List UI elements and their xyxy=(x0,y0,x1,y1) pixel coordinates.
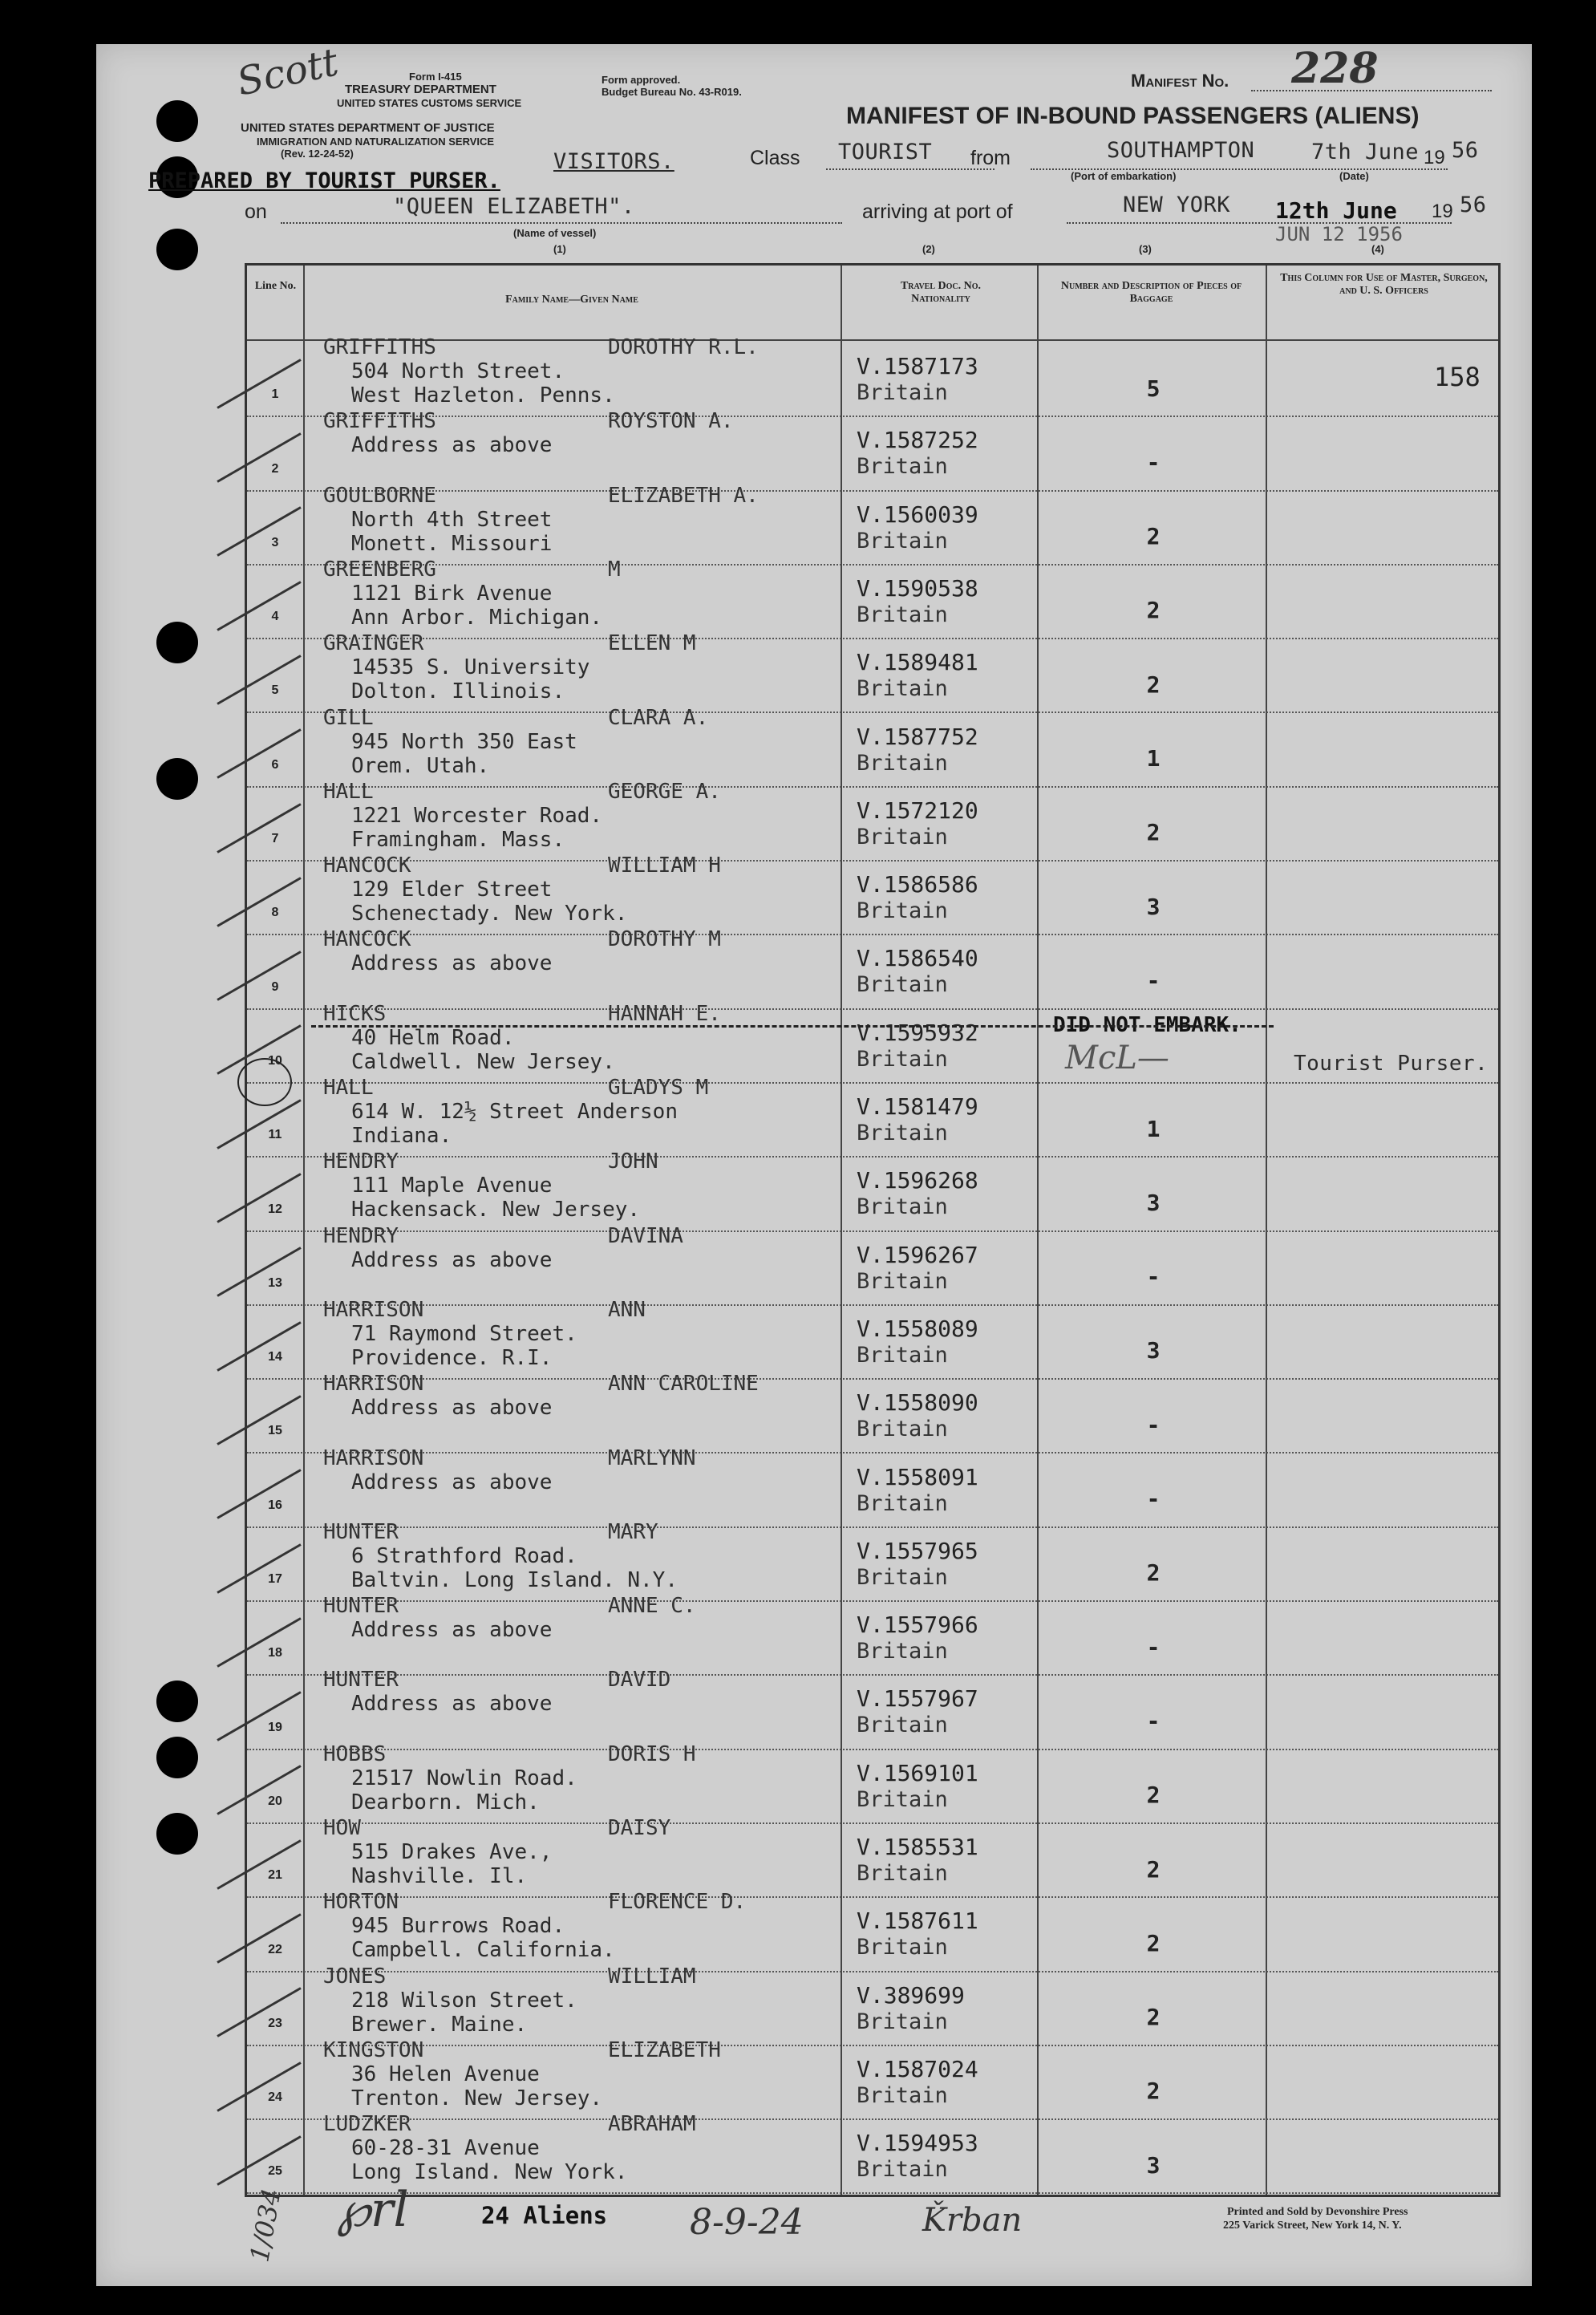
handwritten-corner: Scott xyxy=(233,39,342,105)
given-name: WILLIAM xyxy=(608,1964,696,1989)
col-head-name: Family Name—Given Name xyxy=(505,294,638,306)
dept-justice: UNITED STATES DEPARTMENT OF JUSTICE xyxy=(241,121,495,135)
class-label: Class xyxy=(750,147,800,169)
travel-doc-no: V.1587252 xyxy=(857,427,978,454)
on-label: on xyxy=(245,201,267,223)
table-row xyxy=(247,631,1498,713)
line-number: 11 xyxy=(268,1128,282,1142)
address-line-2: Brewer. Maine. xyxy=(351,2012,528,2037)
baggage-count: 2 xyxy=(1146,819,1161,846)
table-row xyxy=(247,779,1498,862)
family-name: HARRISON xyxy=(323,1445,424,1470)
line-number: 16 xyxy=(268,1498,282,1512)
baggage-count: 1 xyxy=(1146,745,1161,772)
travel-doc-no: V.1581479 xyxy=(857,1093,978,1120)
line-number: 8 xyxy=(271,906,279,920)
given-name: DAVID xyxy=(608,1668,671,1693)
officer-note: 158 xyxy=(1434,362,1481,392)
line-number: 15 xyxy=(268,1424,282,1438)
table-row xyxy=(247,1076,1498,1158)
punch-hole xyxy=(156,622,198,663)
family-name: GILL xyxy=(323,705,374,730)
travel-doc-no: V.1596267 xyxy=(857,1241,978,1268)
nationality: Britain xyxy=(857,1713,948,1738)
family-name: HENDRY xyxy=(323,1223,399,1248)
given-name: DOROTHY M xyxy=(608,927,721,952)
punch-hole xyxy=(156,100,198,142)
table-row xyxy=(247,1519,1498,1602)
baggage-count: 2 xyxy=(1146,597,1161,624)
budget-bureau: Budget Bureau No. 43-R019. xyxy=(602,86,742,98)
travel-doc-no: V.1587173 xyxy=(857,353,978,379)
family-name: GRIFFITHS xyxy=(323,335,436,359)
nationality: Britain xyxy=(857,1268,948,1294)
nationality: Britain xyxy=(857,1490,948,1516)
given-name: MARY xyxy=(608,1519,658,1544)
line-number: 19 xyxy=(268,1720,282,1734)
punch-hole xyxy=(156,1681,198,1722)
baggage-count: 2 xyxy=(1146,1929,1161,1956)
arrival-port: NEW YORK xyxy=(1123,193,1231,217)
address-line-1: Address as above xyxy=(351,1470,553,1494)
nationality: Britain xyxy=(857,602,948,627)
given-name: M xyxy=(608,557,621,582)
prepared-by: PREPARED BY TOURIST PURSER. xyxy=(148,168,500,193)
address-line-1: 515 Drakes Ave., xyxy=(351,1840,553,1864)
dept-treasury: TREASURY DEPARTMENT xyxy=(345,83,496,96)
nationality: Britain xyxy=(857,1046,948,1072)
address-line-1: 504 North Street. xyxy=(351,359,565,383)
footer-scribble: ℘rl xyxy=(337,2182,409,2238)
line-number: 23 xyxy=(268,2016,282,2030)
given-name: DAISY xyxy=(608,1816,671,1840)
nationality: Britain xyxy=(857,1935,948,1960)
given-name: DOROTHY R.L. xyxy=(608,335,759,359)
arrival-stamp: JUN 12 1956 xyxy=(1275,223,1403,245)
address-line-1: 60-28-31 Avenue xyxy=(351,2136,540,2161)
baggage-count: - xyxy=(1146,448,1161,476)
baggage-count: 3 xyxy=(1146,1337,1161,1364)
family-name: HOW xyxy=(323,1816,361,1840)
address-line-2: Long Island. New York. xyxy=(351,2160,628,2185)
line-number: 7 xyxy=(271,832,279,846)
nationality: Britain xyxy=(857,750,948,776)
given-name: GEORGE A. xyxy=(608,779,721,804)
address-line-1: Address as above xyxy=(351,433,553,458)
punch-hole xyxy=(156,1737,198,1778)
line-number: 25 xyxy=(268,2164,282,2179)
family-name: HORTON xyxy=(323,1890,399,1915)
address-line-1: 71 Raymond Street. xyxy=(351,1321,577,1346)
address-line-2: Providence. R.I. xyxy=(351,1345,553,1370)
nationality: Britain xyxy=(857,2157,948,2183)
footer-handwritten-2: 8-9-24 xyxy=(690,2202,804,2243)
address-line-1: Address as above xyxy=(351,1247,553,1272)
nationality: Britain xyxy=(857,380,948,405)
punch-hole xyxy=(156,758,198,800)
family-name: HALL xyxy=(323,1076,374,1100)
table-row xyxy=(247,1223,1498,1306)
address-line-2: Ann Arbor. Michigan. xyxy=(351,605,603,630)
table-row xyxy=(247,2037,1498,2120)
given-name: ANNE C. xyxy=(608,1594,696,1619)
given-name: JOHN xyxy=(608,1149,658,1174)
strikethrough-row-10 xyxy=(311,1025,1274,1028)
line-number: 4 xyxy=(271,610,279,624)
table-row xyxy=(247,705,1498,788)
form-approved: Form approved. xyxy=(602,74,681,86)
travel-doc-no: V.1587752 xyxy=(857,723,978,750)
travel-doc-no: V.1596268 xyxy=(857,1167,978,1194)
nationality: Britain xyxy=(857,676,948,702)
table-row xyxy=(247,1372,1498,1453)
baggage-count: - xyxy=(1146,1633,1161,1660)
travel-doc-no: V.1587611 xyxy=(857,1908,978,1935)
table-row xyxy=(247,1445,1498,1528)
family-name: HARRISON xyxy=(323,1297,424,1322)
family-name: HARRISON xyxy=(323,1372,424,1397)
punch-hole xyxy=(156,229,198,270)
line-number: 2 xyxy=(271,461,279,476)
nationality: Britain xyxy=(857,528,948,553)
line-number: 24 xyxy=(268,2090,282,2105)
address-line-1: 129 Elder Street xyxy=(351,878,553,902)
address-line-2: Monett. Missouri xyxy=(351,531,553,556)
arriving-label: arriving at port of xyxy=(862,201,1013,223)
baggage-count: 3 xyxy=(1146,2151,1161,2179)
nationality: Britain xyxy=(857,1861,948,1886)
visitors-label: VISITORS. xyxy=(553,149,674,174)
table-row xyxy=(247,927,1498,1009)
address-line-2: Dearborn. Mich. xyxy=(351,1790,540,1814)
baggage-count: 2 xyxy=(1146,671,1161,698)
table-row xyxy=(247,1741,1498,1824)
address-line-1: 945 North 350 East xyxy=(351,729,577,754)
address-line-2: Caldwell. New Jersey. xyxy=(351,1049,615,1074)
family-name: HANCOCK xyxy=(323,927,411,952)
family-name: LUDZKER xyxy=(323,2112,411,2137)
travel-doc-no: V.1558089 xyxy=(857,1315,978,1342)
given-name: DAVINA xyxy=(608,1223,683,1248)
table-row xyxy=(247,557,1498,639)
class-line xyxy=(826,168,994,170)
arrival-year-prefix: 19 xyxy=(1432,201,1453,222)
table-row xyxy=(247,1964,1498,2046)
address-line-2: Trenton. New Jersey. xyxy=(351,2086,603,2110)
baggage-count: 2 xyxy=(1146,1782,1161,1809)
given-name: DORIS H xyxy=(608,1741,696,1766)
address-line-2: Indiana. xyxy=(351,1124,452,1148)
baggage-count: 3 xyxy=(1146,1189,1161,1216)
given-name: HANNAH E. xyxy=(608,1001,721,1026)
travel-doc-no: V.1585531 xyxy=(857,1834,978,1860)
form-id: Form I-415 xyxy=(409,71,462,83)
table-row xyxy=(247,1816,1498,1898)
embark-date: 7th June xyxy=(1311,140,1420,164)
family-name: KINGSTON xyxy=(323,2037,424,2062)
dept-ins: IMMIGRATION AND NATURALIZATION SERVICE xyxy=(257,136,495,148)
table-row xyxy=(247,483,1498,566)
line-number: 22 xyxy=(268,1942,282,1956)
port-of-embarkation: SOUTHAMPTON xyxy=(1107,138,1255,163)
nationality: Britain xyxy=(857,2009,948,2034)
address-line-1: 614 W. 12½ Street Anderson xyxy=(351,1100,678,1124)
dept-rev: (Rev. 12-24-52) xyxy=(281,148,354,160)
family-name: JONES xyxy=(323,1964,387,1989)
travel-doc-no: V.1586586 xyxy=(857,871,978,898)
footer-aliens: 24 Aliens xyxy=(481,2202,608,2229)
punch-hole xyxy=(156,1813,198,1855)
baggage-count: 2 xyxy=(1146,1559,1161,1587)
family-name: HENDRY xyxy=(323,1149,399,1174)
address-line-1: 40 Helm Road. xyxy=(351,1025,515,1050)
baggage-count: - xyxy=(1146,1411,1161,1438)
arrival-year: 56 xyxy=(1460,193,1487,217)
nationality: Britain xyxy=(857,972,948,998)
travel-doc-no: V.1558091 xyxy=(857,1463,978,1490)
line-number: 14 xyxy=(268,1350,282,1364)
baggage-count: 5 xyxy=(1146,375,1161,402)
address-line-2: Campbell. California. xyxy=(351,1938,615,1963)
baggage-count: 2 xyxy=(1146,523,1161,550)
col-head-line-no: Line No. xyxy=(254,280,297,292)
given-name: GLADYS M xyxy=(608,1076,709,1100)
table-row xyxy=(247,1594,1498,1676)
travel-doc-no: V.1590538 xyxy=(857,574,978,602)
col-head-officers: This Column for Use of Master, Surgeon, and U. S. Officers xyxy=(1280,272,1488,297)
nationality: Britain xyxy=(857,824,948,849)
nationality: Britain xyxy=(857,1786,948,1812)
embark-year: 56 xyxy=(1452,138,1479,163)
travel-doc-no: V.1595932 xyxy=(857,1019,978,1046)
address-line-1: Address as above xyxy=(351,1692,553,1717)
manifest-no: 228 xyxy=(1291,44,1379,93)
nationality: Britain xyxy=(857,1342,948,1368)
tourist-purser: Tourist Purser. xyxy=(1294,1052,1489,1076)
did-not-embark: DID NOT EMBARK. xyxy=(1053,1013,1242,1037)
given-name: ABRAHAM xyxy=(608,2112,696,2137)
line-number: 13 xyxy=(268,1275,282,1290)
given-name: ELIZABETH xyxy=(608,2037,721,2062)
travel-doc-no: V.1560039 xyxy=(857,501,978,528)
given-name: CLARA A. xyxy=(608,705,709,730)
col-head-baggage: Number and Description of Pieces of Baggage xyxy=(1060,280,1242,305)
footer-handwritten-1: 1/034 xyxy=(244,2186,287,2264)
address-line-2: Hackensack. New Jersey. xyxy=(351,1198,641,1222)
address-line-2: Schenectady. New York. xyxy=(351,902,628,926)
page-title: MANIFEST OF IN-BOUND PASSENGERS (ALIENS) xyxy=(846,103,1420,129)
address-line-1: 21517 Nowlin Road. xyxy=(351,1766,577,1790)
given-name: ELLEN M xyxy=(608,631,696,656)
embark-year-prefix: 19 xyxy=(1424,147,1445,168)
family-name: HUNTER xyxy=(323,1668,399,1693)
from-label: from xyxy=(970,147,1011,169)
travel-doc-no: V.1589481 xyxy=(857,649,978,676)
baggage-count: 2 xyxy=(1146,1855,1161,1883)
address-line-1: 1221 Worcester Road. xyxy=(351,803,603,828)
nationality: Britain xyxy=(857,454,948,480)
family-name: HANCOCK xyxy=(323,853,411,878)
dept-customs: UNITED STATES CUSTOMS SERVICE xyxy=(337,97,522,109)
travel-doc-no: V.1557967 xyxy=(857,1685,978,1713)
travel-doc-no: V.1569101 xyxy=(857,1759,978,1786)
family-name: HICKS xyxy=(323,1001,387,1026)
address-line-1: 945 Burrows Road. xyxy=(351,1914,565,1939)
address-line-1: Address as above xyxy=(351,1618,553,1643)
line-number: 20 xyxy=(268,1794,282,1808)
line-number: 6 xyxy=(271,757,279,772)
vessel-line xyxy=(281,222,842,224)
line-number: 21 xyxy=(268,1868,282,1883)
address-line-1: North 4th Street xyxy=(351,507,553,532)
given-name: WILLIAM H xyxy=(608,853,721,878)
family-name: HALL xyxy=(323,779,374,804)
caption-1: (1) xyxy=(553,243,566,255)
manifest-no-label: Manifest No. xyxy=(1131,71,1229,91)
travel-doc-no: V.1586540 xyxy=(857,945,978,972)
family-name: HOBBS xyxy=(323,1741,387,1766)
family-name: HUNTER xyxy=(323,1519,399,1544)
address-line-1: 111 Maple Avenue xyxy=(351,1174,553,1198)
nationality: Britain xyxy=(857,1564,948,1590)
travel-doc-no: V.389699 xyxy=(857,1981,965,2009)
caption-4: (4) xyxy=(1371,243,1384,255)
vessel-name: "QUEEN ELIZABETH". xyxy=(393,194,635,219)
address-line-1: Address as above xyxy=(351,1396,553,1421)
given-name: ANN xyxy=(608,1297,646,1322)
nationality: Britain xyxy=(857,1639,948,1664)
line-number: 1 xyxy=(271,387,279,402)
address-line-2: Orem. Utah. xyxy=(351,753,490,778)
baggage-count: 1 xyxy=(1146,1115,1161,1142)
given-name: ROYSTON A. xyxy=(608,409,734,434)
family-name: GRIFFITHS xyxy=(323,409,436,434)
address-line-2: Dolton. Illinois. xyxy=(351,679,565,704)
class-value: TOURIST xyxy=(838,140,933,164)
address-line-1: 36 Helen Avenue xyxy=(351,2062,540,2086)
caption-3: (3) xyxy=(1139,243,1152,255)
travel-doc-no: V.1557966 xyxy=(857,1612,978,1639)
address-line-2: Framingham. Mass. xyxy=(351,827,565,852)
line-number: 3 xyxy=(271,535,279,549)
address-line-2: Baltvin. Long Island. N.Y. xyxy=(351,1567,678,1592)
table-row xyxy=(247,1149,1498,1231)
arrival-date: 12th June xyxy=(1275,197,1397,224)
address-line-2: West Hazleton. Penns. xyxy=(351,383,615,407)
family-name: GREENBERG xyxy=(323,557,436,582)
line-number: 10 xyxy=(268,1053,282,1068)
port-embark-caption: (Port of embarkation) xyxy=(1071,170,1177,182)
printer-line-2: 225 Varick Street, New York 14, N. Y. xyxy=(1223,2220,1402,2232)
purser-signature: McL— xyxy=(1065,1040,1169,1076)
baggage-count: - xyxy=(1146,1263,1161,1291)
line-number: 9 xyxy=(271,979,279,994)
passenger-table xyxy=(245,263,1501,2197)
travel-doc-no: V.1557965 xyxy=(857,1537,978,1564)
vessel-caption: (Name of vessel) xyxy=(513,227,597,239)
baggage-count: 2 xyxy=(1146,2004,1161,2031)
baggage-count: 2 xyxy=(1146,2078,1161,2105)
travel-doc-no: V.1572120 xyxy=(857,797,978,824)
address-line-1: 6 Strathford Road. xyxy=(351,1543,577,1568)
address-line-1: 14535 S. University xyxy=(351,655,590,680)
address-line-2: Nashville. Il. xyxy=(351,1864,528,1888)
nationality: Britain xyxy=(857,1417,948,1442)
footer-initials: Ǩrban xyxy=(922,2202,1023,2239)
family-name: GRAINGER xyxy=(323,631,424,656)
nationality: Britain xyxy=(857,1194,948,1220)
given-name: ANN CAROLINE xyxy=(608,1372,759,1397)
address-line-1: 218 Wilson Street. xyxy=(351,1988,577,2013)
col-head-doc: Travel Doc. No. Nationality xyxy=(900,280,982,305)
table-row xyxy=(247,1890,1498,1972)
table-row xyxy=(247,409,1498,491)
table-row xyxy=(247,853,1498,935)
line-number: 12 xyxy=(268,1202,282,1216)
caption-2: (2) xyxy=(922,243,935,255)
table-row xyxy=(247,1297,1498,1380)
given-name: ELIZABETH A. xyxy=(608,483,759,508)
table-row xyxy=(247,2112,1498,2194)
given-name: FLORENCE D. xyxy=(608,1890,747,1915)
line-number: 18 xyxy=(268,1646,282,1660)
baggage-count: 3 xyxy=(1146,893,1161,920)
nationality: Britain xyxy=(857,2082,948,2108)
address-line-1: 1121 Birk Avenue xyxy=(351,581,553,606)
baggage-count: - xyxy=(1146,967,1161,994)
line-number: 17 xyxy=(268,1572,282,1587)
printer-line-1: Printed and Sold by Devonshire Press xyxy=(1227,2206,1408,2218)
given-name: MARLYNN xyxy=(608,1445,696,1470)
date-caption: (Date) xyxy=(1339,170,1369,182)
table-row xyxy=(247,1668,1498,1749)
table-row xyxy=(247,335,1498,417)
family-name: GOULBORNE xyxy=(323,483,436,508)
address-line-1: Address as above xyxy=(351,951,553,976)
baggage-count: - xyxy=(1146,1486,1161,1513)
travel-doc-no: V.1594953 xyxy=(857,2130,978,2157)
line-number: 5 xyxy=(271,683,279,698)
baggage-count: - xyxy=(1146,1707,1161,1734)
travel-doc-no: V.1587024 xyxy=(857,2055,978,2082)
nationality: Britain xyxy=(857,898,948,924)
nationality: Britain xyxy=(857,1121,948,1145)
circled-line-10 xyxy=(237,1058,292,1106)
travel-doc-no: V.1558090 xyxy=(857,1389,978,1417)
family-name: HUNTER xyxy=(323,1594,399,1619)
